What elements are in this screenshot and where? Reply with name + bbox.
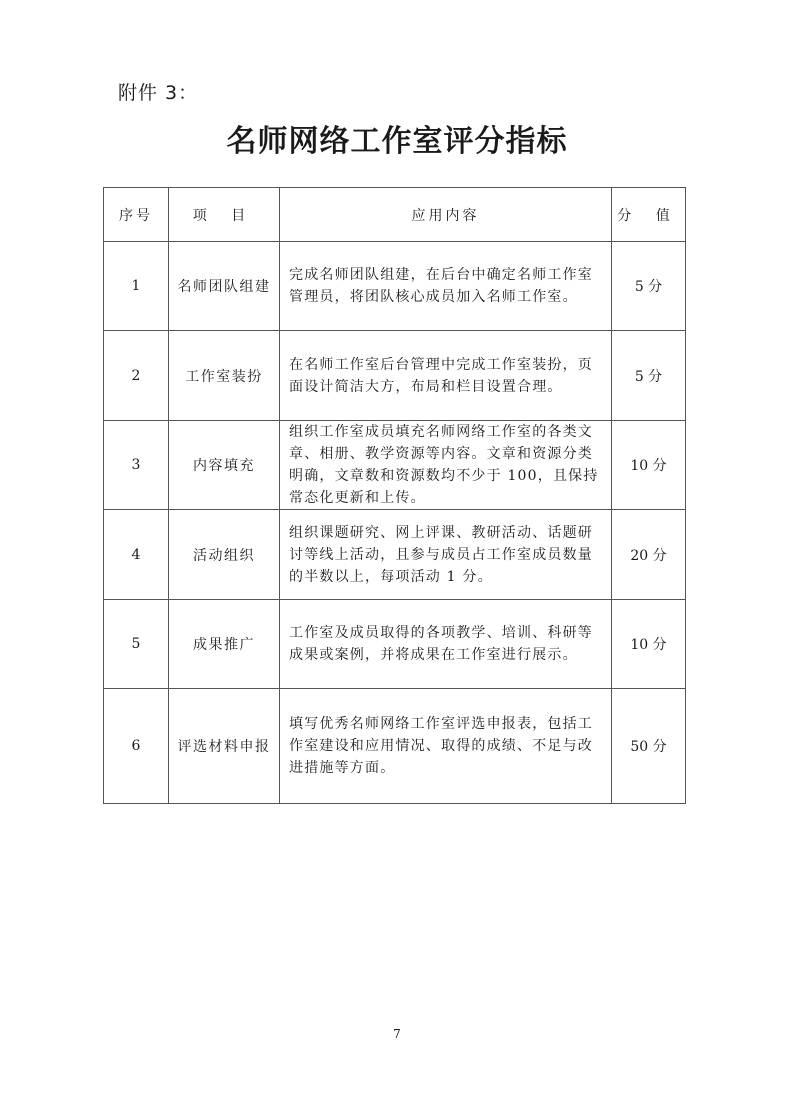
header-score: 分 值 [612,188,686,242]
row-item: 工作室装扮 [169,331,280,421]
row-score: 5 分 [612,242,686,331]
table-row [104,600,686,689]
table-row [104,331,686,421]
table-row [104,689,686,804]
attachment-label: 附件 3： [118,82,199,104]
scoring-table [103,187,686,804]
row-item: 活动组织 [169,510,280,600]
row-score: 10 分 [612,421,686,510]
header-content: 应用内容 [280,188,612,242]
row-content: 工作室及成员取得的各项教学、培训、科研等成果或案例，并将成果在工作室进行展示。 [280,600,612,689]
row-no: 5 [104,600,169,689]
row-item: 评选材料申报 [169,689,280,804]
document-title: 名师网络工作室评分指标 [226,124,568,159]
row-content: 组织课题研究、网上评课、教研活动、话题研讨等线上活动，且参与成员占工作室成员数量的半数以上，每项活动 1 分。 [280,510,612,600]
row-no: 4 [104,510,169,600]
row-content: 在名师工作室后台管理中完成工作室装扮，页面设计简洁大方，布局和栏目设置合理。 [280,331,612,421]
row-no: 6 [104,689,169,804]
row-score: 5 分 [612,331,686,421]
table-row [104,242,686,331]
row-score: 20 分 [612,510,686,600]
row-item: 名师团队组建 [169,242,280,331]
row-item: 成果推广 [169,600,280,689]
table-header-row [104,188,686,242]
table-row [104,510,686,600]
row-no: 2 [104,331,169,421]
row-score: 10 分 [612,600,686,689]
row-content: 完成名师团队组建，在后台中确定名师工作室管理员，将团队核心成员加入名师工作室。 [280,242,612,331]
row-item: 内容填充 [169,421,280,510]
header-item: 项 目 [169,188,280,242]
page-number: 7 [393,1027,401,1041]
row-content: 组织工作室成员填充名师网络工作室的各类文章、相册、教学资源等内容。文章和资源分类明确，文章数和资源数均不少于 100，且保持常态化更新和上传。 [280,421,612,510]
row-no: 1 [104,242,169,331]
header-no: 序号 [104,188,169,242]
row-no: 3 [104,421,169,510]
table-row [104,421,686,510]
row-content: 填写优秀名师网络工作室评选申报表，包括工作室建设和应用情况、取得的成绩、不足与改进措施等方面。 [280,689,612,804]
row-score: 50 分 [612,689,686,804]
